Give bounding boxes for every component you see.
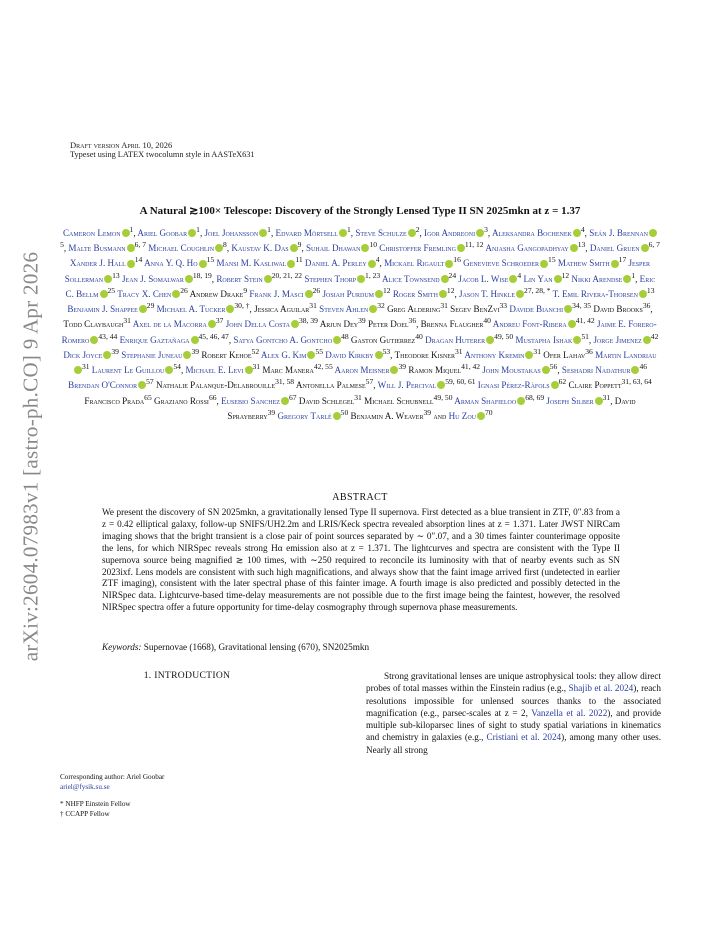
orcid-icon[interactable] xyxy=(100,290,108,298)
author-name[interactable]: Eric C. Bellm xyxy=(65,273,656,299)
author-name: Greg Aldering xyxy=(387,304,441,315)
author-name: Todd Claybaugh xyxy=(63,319,124,330)
author-name[interactable]: Alex G. Kim xyxy=(260,349,307,360)
citation-link-vanzella[interactable]: Vanzella et al. 2022 xyxy=(531,707,608,718)
abstract-text: We present the discovery of SN 2025mkn, a gravitationally lensed Type II supernova. First detected as a blue transient in ZTF, 0″.83 from a z = 0.42 elliptical galaxy, follow-up SNIFS/UH2.2m and LRIS/Keck spectra revealed absorption lines at z = 1.371. Later JWST NIRCam imaging shows that the bright transient is a close pair of point sources separated by ∼ 0″.07, and a 30 times fainter counterimage opposite the lens, for which NIRSpec reveals strong Hα emission also at z = 1.371. The lightcurves and spectra are consistent with the Type II supernova source being magnified ≳ 100 times, with ∼250 required to reconcile its luminosity with that of nearby events such as SN 2023ixf. Lens models are consistent with such high magnifications, and always show that the faint image arrived first (undetected in earlier ZTF imaging), consistent with the later spectral phase of this fainter image. A fourth image is also predicted and possibly detected in the NIRSpec data. Lightcurve-based time-delay measurements are not possible due to the first image being the faintest, however, the resolved NIRSpec spectra offer a future opportunity for time-delay cosmography through supernova phase measurements. xyxy=(102,507,620,613)
author-name: Andrew Drake xyxy=(189,288,244,299)
orcid-icon[interactable] xyxy=(188,229,196,237)
orcid-icon[interactable] xyxy=(375,351,383,359)
orcid-icon[interactable] xyxy=(551,381,559,389)
author-name[interactable]: Tracy X. Chen xyxy=(117,288,172,299)
citation-link-cristiani[interactable]: Cristiani et al. 2024 xyxy=(486,732,562,743)
orcid-icon[interactable] xyxy=(477,412,485,420)
orcid-icon[interactable] xyxy=(573,229,581,237)
author-affiliation: 1 xyxy=(631,270,636,280)
orcid-icon[interactable] xyxy=(516,290,524,298)
author-name[interactable]: Cameron Lemon xyxy=(62,228,121,239)
orcid-icon[interactable] xyxy=(264,275,272,283)
orcid-icon[interactable] xyxy=(517,397,525,405)
author-name[interactable]: John Della Costa xyxy=(225,319,290,330)
author-name[interactable]: Brendan O'Connor xyxy=(68,380,138,391)
author-name[interactable]: Jacob L. Wise xyxy=(458,273,509,284)
author-name[interactable]: Joseph Silber xyxy=(546,395,594,406)
orcid-icon[interactable] xyxy=(568,320,576,328)
author-affiliation: 26 xyxy=(180,285,188,295)
author-affiliation: 67 xyxy=(288,392,297,402)
author-affiliation: 31 xyxy=(354,392,362,402)
footnotes xyxy=(60,773,164,819)
author-affiliation: 31 xyxy=(81,362,90,372)
orcid-icon[interactable] xyxy=(643,336,651,344)
author-affiliation: 31 xyxy=(440,301,448,311)
author-name: Peter Doel xyxy=(367,319,409,330)
author-affiliation: 31 xyxy=(454,346,463,356)
author-affiliation: 36 xyxy=(585,346,593,356)
author-affiliation: 25 xyxy=(107,285,116,295)
author-name: Theodore Kisner xyxy=(394,349,455,360)
author-name: Nathalie Palanque-Delabrouille xyxy=(155,380,276,391)
author-name[interactable]: Steve Schulze xyxy=(355,228,407,239)
typeset-note: Typeset using LATEX twocolumn style in AASTeX631 xyxy=(70,150,255,159)
orcid-icon[interactable] xyxy=(441,275,449,283)
author-name[interactable]: Suhail Dhawan xyxy=(306,243,361,254)
orcid-icon[interactable] xyxy=(122,229,130,237)
author-affiliation: 43, 44 xyxy=(98,331,118,341)
author-affiliation: 12 xyxy=(383,285,391,295)
draft-version: Draft version April 10, 2026 xyxy=(70,140,173,150)
author-name[interactable]: T. Emil Rivera-Thorsen xyxy=(552,288,638,299)
orcid-icon[interactable] xyxy=(333,412,341,420)
author-affiliation: 12 xyxy=(561,270,570,280)
author-name[interactable]: Arman Shafieloo xyxy=(454,395,517,406)
author-name[interactable]: Mansi M. Kasliwal xyxy=(216,258,287,269)
author-affiliation: 42 xyxy=(650,331,659,341)
corresponding-email-link[interactable]: ariel@fysik.su.se xyxy=(60,782,110,791)
orcid-icon[interactable] xyxy=(333,336,341,344)
author-affiliation: 15 xyxy=(548,255,556,265)
author-affiliation: 9 xyxy=(243,285,248,295)
author-affiliation: 45, 46, 47 xyxy=(198,331,229,341)
author-affiliation: 6, 7 xyxy=(648,240,660,250)
author-affiliation: 57 xyxy=(146,377,154,387)
orcid-icon[interactable] xyxy=(245,366,253,374)
author-affiliation: 46 xyxy=(639,362,648,372)
orcid-icon[interactable] xyxy=(139,305,147,313)
author-affiliation: 39 xyxy=(111,346,119,356)
author-affiliation: 50 xyxy=(340,407,349,417)
author-affiliation: 29 xyxy=(146,301,155,311)
orcid-icon[interactable] xyxy=(290,244,298,252)
author-affiliation: 39 xyxy=(267,407,276,417)
author-affiliation: 39 xyxy=(398,362,407,372)
author-affiliation: 1 xyxy=(129,225,134,234)
author-affiliation: 40 xyxy=(483,316,491,326)
author-affiliation: 41, 42 xyxy=(575,316,595,326)
author-affiliation: 6, 7 xyxy=(134,240,146,250)
intro-text-3: ), and provide multiple sub-kiloparsec lines of sight to study spatial variations in kinematics and chemistry in galaxies (e.g., xyxy=(366,707,661,743)
orcid-icon[interactable] xyxy=(185,275,193,283)
orcid-icon[interactable] xyxy=(611,260,619,268)
author-affiliation: 49, 50 xyxy=(494,331,514,341)
author-affiliation: 56 xyxy=(549,362,558,372)
author-conjunction: and xyxy=(433,410,447,421)
arxiv-identifier: arXiv:2604.07983v1 [astro-ph.CO] 9 Apr 2026 xyxy=(18,251,43,661)
author-name[interactable]: Martin Landriau xyxy=(595,349,657,360)
author-name: Brenna Flaugher xyxy=(420,319,484,330)
author-affiliation: 31 xyxy=(533,346,541,356)
author-affiliation: 40 xyxy=(415,331,423,341)
author-name[interactable]: Joel Johansson xyxy=(204,228,259,239)
author-name[interactable]: Edvard Mörtsell xyxy=(275,228,338,239)
orcid-icon[interactable] xyxy=(554,275,562,283)
author-affiliation: 39 xyxy=(358,316,366,326)
author-name: Claire Poppett xyxy=(568,380,622,391)
author-affiliation: 1 xyxy=(267,225,271,234)
author-affiliation: 70 xyxy=(485,407,493,417)
author-name[interactable]: Mickael Rigault xyxy=(384,258,445,269)
author-name[interactable]: Josiah Purdum xyxy=(322,288,374,299)
author-name[interactable]: Jaime E. Forero-Romero xyxy=(61,319,657,345)
orcid-icon[interactable] xyxy=(641,244,649,252)
author-affiliation: 53 xyxy=(382,346,391,356)
intro-text-1: Strong gravitational lenses are unique astrophysical tools: they allow direct probes of total masses within the Einstein radius (e.g., xyxy=(366,671,661,694)
author-name: David Brooks xyxy=(593,304,643,315)
author-affiliation: 11 xyxy=(295,255,303,265)
footnote-einstein-fellow: * NHFP Einstein Fellow xyxy=(60,800,131,809)
author-name[interactable]: Jason T. Hinkle xyxy=(459,288,516,299)
author-affiliation: 10 xyxy=(369,240,377,250)
author-affiliation: 13 xyxy=(112,270,120,280)
author-name: Gaston Gutierrez xyxy=(350,334,416,345)
author-affiliation: 59, 60, 61 xyxy=(445,377,476,387)
author-name: Ramon Miquel xyxy=(408,365,462,376)
author-list: Cameron Lemon $^1$, Ariel Goobar $^1$, Joel Johansson $^1$, Edvard Mörtsell $^1$, Steve Schulze $^2$, Igor Andreoni $^3$, Aleksandra Bochenek $^4$, Seán J. Brennan$^5$, Malte Busmann $^{6, 7}$ Michael Coughlin $^8$, Kaustav K. Das $^9$, Suhail Dhawan $^{10}$ Christoffer Fremling $^{11, 12}$ Anjasha Gangopadhyay $^{13}$, Daniel Gruen $^{6, 7}$ Xander J. Hall $^{14}$ Anna Y. Q. Ho $^{15}$ Mansi M. Kasliwal $^{11}$ Daniel A. Perley $^4$, Mickael Rigault $^{16}$ Genevieve Schroeder $^{15}$ Mathew Smith $^{17}$ Jesper Sollerman $^{13}$ Jean J. Somalwar $^{18, 19}$, Robert Stein $^{20, 21, 22}$ Stephen Thorp $^{1, 23}$ Alice Townsend $^{24}$ Jacob L. Wise $^4$ Lin Yan $^{12}$ Nikki Arendse $^1$, Eric C. Bellm $^{25}$ Tracy X. Chen $^{26}$ Andrew Drake$^9$ Frank J. Masci $^{26}$ Josiah Purdum $^{12}$ Roger Smith $^{12}$, Jason T. Hinkle $^{27, 28, *}$ T. Emil Rivera-Thorsen $^{13}$ Benjamin J. Shappee $^{29}$ Michael A. Tucker $^{30, \dagger}$, Jessica Aguilar$^{31}$ Steven Ahlen $^{32}$ Greg Aldering$^{31}$ Segev BenZvi$^{33}$ Davide Bianchi $^{34, 35}$ David Brooks$^{36}$, Todd Claybaugh$^{31}$ Axel de la Macorra $^{37}$ John Della Costa $^{38, 39}$ Arjun Dey$^{39}$ Peter Doel$^{36}$, Brenna Flaugher$^{40}$ Andreu Font-Ribera $^{41, 42}$ Jaime E. Forero-Romero $^{43, 44}$ Enrique Gaztañaga $^{45, 46, 47}$, Satya Gontcho A. Gontcho $^{48}$ Gaston Gutierrez$^{40}$ Dragan Huterer $^{49, 50}$ Mustapha Ishak $^{51}$, Jorge Jimenez $^{42}$ Dick Joyce $^{39}$ Stephanie Juneau $^{39}$ Robert Kehoe$^{52}$ Alex G. Kim $^{55}$ David Kirkby $^{53}$, Theodore Kisner$^{31}$ Anthony Kremin $^{31}$ Ofer Lahav$^{36}$ Martin Landriau$^{31}$ Laurent Le Guillou $^{54}$, Michael E. Levi $^{31}$ Marc Manera$^{42, 55}$ Aaron Meisner $^{39}$ Ramon Miquel$^{41, 42}$ John Moustakas $^{56}$, Seshadri Nadathur $^{46}$ Brendan O'Connor $^{57}$ Nathalie Palanque-Delabrouille$^{31, 58}$ Antonella Palmese$^{57}$, Will J. Percival $^{59, 60, 61}$ Ignasi Pérez-Ràfols $^{62}$ Claire Poppett$^{31, 63, 64}$ Francisco Prada$^{65}$ Graziano Rossi$^{66}$, Eusebio Sanchez $^{67}$ David Schlegel$^{31}$ Michael Schubnell$^{49, 50}$ Arman Shafieloo $^{68, 69}$ Joseph Silber $^{31}$, David Sprayberry$^{39}$ Gregory Tarlé $^{50}$ Benjamin A. Weaver$^{39}$ and Hu Zou $^{70}$ xyxy=(60,225,660,421)
author-affiliation: 4 xyxy=(375,255,380,265)
author-name[interactable]: Steven Ahlen xyxy=(319,304,369,315)
author-affiliation: 39 xyxy=(191,346,200,356)
author-affiliation: 49, 50 xyxy=(433,392,453,402)
author-name: Jessica Aguilar xyxy=(254,304,310,315)
author-affiliation: 41, 42 xyxy=(461,362,481,372)
author-name[interactable]: Jesper Sollerman xyxy=(64,258,651,284)
author-name[interactable]: Mustapha Ishak xyxy=(515,334,573,345)
corresponding-author: Corresponding author: Ariel Goobar xyxy=(60,773,165,781)
author-affiliation: 62 xyxy=(558,377,567,387)
author-name[interactable]: Alice Townsend xyxy=(381,273,440,284)
author-affiliation: 33 xyxy=(499,301,508,311)
orcid-icon[interactable] xyxy=(639,290,647,298)
keywords-text: Supernovae (1668), Gravitational lensing (670), SN2025mkn xyxy=(143,642,370,652)
author-affiliation: 14 xyxy=(134,255,143,265)
author-affiliation: 2 xyxy=(415,225,420,234)
author-name[interactable]: Davide Bianchi xyxy=(509,304,564,315)
author-name[interactable]: Daniel A. Perley xyxy=(304,258,367,269)
author-affiliation: 1 xyxy=(196,225,200,234)
author-affiliation: 1, 23 xyxy=(365,270,381,280)
author-affiliation: 36 xyxy=(642,301,651,311)
orcid-icon[interactable] xyxy=(540,260,548,268)
orcid-icon[interactable] xyxy=(199,260,207,268)
author-affiliation: 54 xyxy=(173,362,181,372)
orcid-icon[interactable] xyxy=(215,244,223,252)
author-name[interactable]: Gregory Tarlé xyxy=(277,410,332,421)
author-name[interactable]: Stephen Thorp xyxy=(304,273,357,284)
author-name[interactable]: Laurent Le Guillou xyxy=(91,365,165,376)
author-name[interactable]: Mathew Smith xyxy=(557,258,610,269)
intro-text-4: ), among many other uses. Nearly all strong xyxy=(366,732,661,755)
author-affiliation: 39 xyxy=(423,407,432,417)
author-affiliation: 42, 55 xyxy=(313,362,333,372)
section-heading-introduction: 1. INTRODUCTION xyxy=(143,670,231,681)
author-affiliation: 65 xyxy=(144,392,152,402)
author-name[interactable]: Hu Zou xyxy=(448,410,477,421)
author-affiliation: 31 xyxy=(252,362,261,372)
author-name[interactable]: David Kirkby xyxy=(325,349,374,360)
author-name[interactable]: Satya Gontcho A. Gontcho xyxy=(233,334,333,345)
orcid-icon[interactable] xyxy=(570,244,578,252)
author-name: David Sprayberry xyxy=(227,395,636,421)
author-affiliation: 8 xyxy=(223,240,227,250)
arxiv-identifier-sidebar xyxy=(14,236,48,676)
author-name[interactable]: Stephanie Juneau xyxy=(121,349,183,360)
author-affiliation: 38, 39 xyxy=(298,316,318,326)
author-name[interactable]: Ignasi Pérez-Ràfols xyxy=(477,380,550,391)
author-name[interactable]: Andreu Font-Ribera xyxy=(492,319,567,330)
author-affiliation: 31 xyxy=(309,301,317,311)
author-affiliation: 3 xyxy=(484,225,488,234)
orcid-icon[interactable] xyxy=(439,290,447,298)
orcid-icon[interactable] xyxy=(74,366,82,374)
author-affiliation: 9 xyxy=(297,240,302,250)
author-name: Benjamin A. Weaver xyxy=(350,410,424,421)
author-name[interactable]: Anjasha Gangopadhyay xyxy=(485,243,569,254)
author-name[interactable]: Aleksandra Bochenek xyxy=(491,228,572,239)
author-name: Marc Manera xyxy=(262,365,314,376)
author-name: Ofer Lahav xyxy=(543,349,586,360)
author-name: Antonella Palmese xyxy=(295,380,366,391)
author-affiliation: 4 xyxy=(580,225,585,234)
author-name[interactable]: Dragan Huterer xyxy=(425,334,486,345)
author-name[interactable]: Seán J. Brennan xyxy=(589,228,648,239)
author-affiliation: 13 xyxy=(646,285,655,295)
author-affiliation: 31, 58 xyxy=(275,377,295,387)
preamble xyxy=(70,140,255,160)
author-name[interactable]: Jean J. Somalwar xyxy=(122,273,184,284)
orcid-icon[interactable] xyxy=(305,290,313,298)
author-affiliation: 32 xyxy=(377,301,385,311)
author-name[interactable]: Dick Joyce xyxy=(63,349,103,360)
author-name[interactable]: Axel de la Macorra xyxy=(132,319,207,330)
author-name[interactable]: Malte Busmann xyxy=(68,243,126,254)
orcid-icon[interactable] xyxy=(281,397,289,405)
author-affiliation: 4 xyxy=(517,270,522,280)
orcid-icon[interactable] xyxy=(649,229,657,237)
author-name[interactable]: Benjamin J. Shappee xyxy=(67,304,138,315)
orcid-icon[interactable] xyxy=(375,290,383,298)
author-name[interactable]: Jorge Jimenez xyxy=(593,334,642,345)
author-affiliation: 48 xyxy=(341,331,349,341)
author-name[interactable]: Nikki Arendse xyxy=(571,273,623,284)
author-name[interactable]: Anna Y. Q. Ho xyxy=(144,258,198,269)
orcid-icon[interactable] xyxy=(369,305,377,313)
author-name[interactable]: Michael A. Tucker xyxy=(156,304,226,315)
author-name[interactable]: Will J. Percival xyxy=(377,380,437,391)
author-name: Graziano Rossi xyxy=(154,395,209,406)
author-affiliation: 31, 63, 64 xyxy=(621,377,652,387)
orcid-icon[interactable] xyxy=(138,381,146,389)
author-name[interactable]: Ariel Goobar xyxy=(137,228,188,239)
author-affiliation: 51 xyxy=(581,331,589,341)
author-name: Segev BenZvi xyxy=(450,304,500,315)
author-name: Michael Schubnell xyxy=(364,395,434,406)
orcid-icon[interactable] xyxy=(127,260,135,268)
author-affiliation: 31 xyxy=(602,392,611,402)
author-affiliation: 66 xyxy=(208,392,217,402)
author-name[interactable]: Frank J. Masci xyxy=(249,288,304,299)
author-affiliation: 31 xyxy=(123,316,131,326)
author-affiliation: 52 xyxy=(251,346,260,356)
orcid-icon[interactable] xyxy=(104,275,112,283)
author-affiliation: 30, † xyxy=(234,301,250,311)
intro-text-2: ), reach resolutions impossible for unlensed sources thanks to the associated magnification (e.g., parsec-scales at z = 2, xyxy=(366,683,661,718)
orcid-icon[interactable] xyxy=(259,229,267,237)
author-name[interactable]: Enrique Gaztañaga xyxy=(119,334,190,345)
author-affiliation: 57 xyxy=(365,377,374,387)
author-affiliation: 17 xyxy=(618,255,627,265)
author-affiliation: 36 xyxy=(408,316,417,326)
citation-link-shajib[interactable]: Shajib et al. 2024 xyxy=(568,683,634,694)
author-affiliation: 1 xyxy=(346,225,351,234)
author-name[interactable]: Genevieve Schroeder xyxy=(463,258,540,269)
author-affiliation: 37 xyxy=(215,316,224,326)
author-affiliation: 34, 35 xyxy=(572,301,592,311)
orcid-icon[interactable] xyxy=(208,320,216,328)
author-name: David Schlegel xyxy=(298,395,355,406)
orcid-icon[interactable] xyxy=(437,381,445,389)
orcid-icon[interactable] xyxy=(291,320,299,328)
orcid-icon[interactable] xyxy=(357,275,365,283)
author-name[interactable]: Michael E. Levi xyxy=(185,365,244,376)
orcid-icon[interactable] xyxy=(408,229,416,237)
author-name[interactable]: Roger Smith xyxy=(392,288,438,299)
author-affiliation: 27, 28, * xyxy=(524,285,551,295)
author-affiliation: 12 xyxy=(446,285,455,295)
author-name[interactable]: Seshadri Nadathur xyxy=(561,365,631,376)
orcid-icon[interactable] xyxy=(368,260,376,268)
author-affiliation: 18, 19 xyxy=(192,270,212,280)
orcid-icon[interactable] xyxy=(476,229,484,237)
footnote-ccapp-fellow: † CCAPP Fellow xyxy=(60,809,110,818)
author-affiliation: 5 xyxy=(60,240,64,250)
orcid-icon[interactable] xyxy=(457,244,465,252)
author-name: Francisco Prada xyxy=(84,395,145,406)
author-name[interactable]: Aaron Meisner xyxy=(334,365,390,376)
orcid-icon[interactable] xyxy=(564,305,572,313)
paper-title: A Natural ≳100× Telescope: Discovery of the Strongly Lensed Type II SN 2025mkn at z = 1.37 xyxy=(139,205,581,217)
author-affiliation: 11, 12 xyxy=(464,240,484,250)
author-name[interactable]: Christoffer Fremling xyxy=(379,243,456,254)
author-name[interactable]: Michael Coughlin xyxy=(148,243,215,254)
orcid-icon[interactable] xyxy=(542,366,550,374)
abstract-heading: ABSTRACT xyxy=(332,492,388,503)
author-name[interactable]: Daniel Gruen xyxy=(589,243,640,254)
author-affiliation: 68, 69 xyxy=(525,392,545,402)
orcid-icon[interactable] xyxy=(595,397,603,405)
author-affiliation: 20, 21, 22 xyxy=(271,270,303,280)
author-name: Robert Kehoe xyxy=(201,349,252,360)
author-name[interactable]: Robert Stein xyxy=(216,273,263,284)
author-affiliation: 15 xyxy=(206,255,215,265)
orcid-icon[interactable] xyxy=(127,244,135,252)
orcid-icon[interactable] xyxy=(486,336,494,344)
author-name[interactable]: Xander J. Hall xyxy=(69,258,126,269)
keywords xyxy=(102,642,369,652)
author-name[interactable]: John Moustakas xyxy=(482,365,541,376)
keywords-label: Keywords: xyxy=(102,642,142,652)
author-affiliation: 55 xyxy=(315,346,323,356)
introduction-paragraph xyxy=(366,670,661,756)
author-name[interactable]: Kaustav K. Das xyxy=(231,243,289,254)
author-name[interactable]: Lin Yan xyxy=(523,273,553,284)
orcid-icon[interactable] xyxy=(339,229,347,237)
author-affiliation: 26 xyxy=(312,285,321,295)
author-affiliation: 24 xyxy=(448,270,457,280)
author-name[interactable]: Igor Andreoni xyxy=(424,228,476,239)
author-name[interactable]: Anthony Kremin xyxy=(464,349,525,360)
author-affiliation: 13 xyxy=(577,240,586,250)
author-affiliation: 16 xyxy=(453,255,461,265)
author-name[interactable]: Eusebio Sanchez xyxy=(221,395,280,406)
orcid-icon[interactable] xyxy=(191,336,199,344)
author-name: Arjun Dey xyxy=(319,319,359,330)
